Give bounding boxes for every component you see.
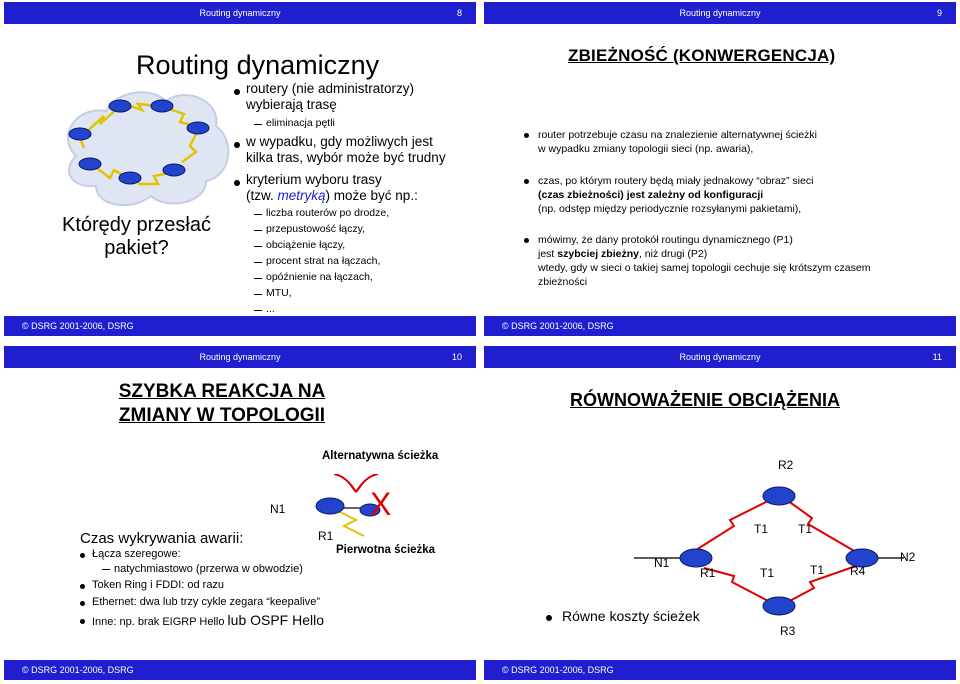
dash [102,569,110,570]
slide-header [484,2,956,24]
dash [254,230,262,231]
p3-suffix: , niż drugi (P2) [638,248,708,260]
load-balancing-diagram [634,478,914,628]
bullet [546,615,552,621]
metric-term: metryką [277,188,326,203]
metric-item: ... [266,303,275,315]
router-r1-label: R1 [318,529,334,543]
serial-links-detail: natychmiastowo (przerwa w obwodzie) [114,563,303,575]
token-ring-text: Token Ring i FDDI: od razu [92,579,225,591]
bullet [524,238,529,243]
bullet-1-sub: eliminacja pętli [266,117,335,129]
slide-number: 8 [456,8,462,18]
bullet-1-text [246,81,414,113]
header-title: Routing dynamiczny [199,8,281,18]
slide-header [484,346,956,368]
question-text [62,214,211,260]
bullet [80,619,85,624]
paragraph-2-line-1: czas, po którym routery będą miały jednakowy “obraz” sieci [538,175,814,187]
slide-number: 9 [936,8,942,18]
network-n1-label: N1 [270,502,286,516]
p3-prefix: jest [538,248,558,260]
alternative-path-label: Alternatywna ścieżka [322,450,439,462]
link-t1-label: T1 [810,563,825,577]
bullet-3-line-2 [246,188,418,204]
router-icon [680,549,712,567]
slide-11 [484,346,956,680]
paragraph-3-line-1: mówimy, że dany protokół routingu dynamicznego (P1) [538,234,793,246]
metric-item: opóźnienie na łączach, [266,271,373,283]
dash [254,124,262,125]
metric-item: procent strat na łączach, [266,255,381,267]
bullet [524,179,529,184]
bullet [80,553,85,558]
paragraph-3-line-2 [538,247,870,261]
paragraph-2 [538,174,813,216]
bullet-1-line-2: wybierają trasę [246,97,337,112]
slide-number: 11 [932,352,942,362]
slide-9 [484,2,956,336]
router-r4-label: R4 [850,564,866,578]
metric-item: obciążenie łączy, [266,239,346,251]
paragraph-1-line-2: w wypadku zmiany topologii sieci (np. awaria), [538,143,754,155]
bullet [80,584,85,589]
slide-title: RÓWNOWAŻENIE OBCIĄŻENIA [570,390,840,410]
question-line-2: pakiet? [104,237,169,259]
dash [254,246,262,247]
slide-title: ZBIEŻNOŚĆ (KONWERGENCJA) [568,46,836,65]
copyright: © DSRG 2001-2006, DSRG [22,665,134,675]
paragraph-1 [538,128,817,156]
dash [254,310,262,311]
slide-footer [4,660,476,680]
link-t1-label: T1 [760,566,775,580]
primary-path-label: Pierwotna ścieżka [336,544,436,556]
bullet-3-line-1: kryterium wyboru trasy [246,172,382,187]
paragraph-3-line-4: zbieżności [538,276,588,288]
dash [254,278,262,279]
slide-8 [4,2,476,336]
paragraph-3 [538,233,870,289]
equal-costs-text: Równe koszty ścieżek [562,608,700,624]
p3-bold: szybciej zbieżny [557,248,639,260]
metric-item: MTU, [266,287,292,299]
copyright: © DSRG 2001-2006, DSRG [502,321,614,331]
link-t1-label: T1 [798,522,813,536]
router-r3-label: R3 [780,624,796,638]
bullet [234,89,240,95]
slide-title: Routing dynamiczny [136,50,380,80]
header-title: Routing dynamiczny [679,8,761,18]
bullet [80,601,85,606]
slide-footer [484,660,956,680]
question-line-1: Którędy przesłać [62,214,211,236]
bullet-2-text [246,134,446,166]
router-icon [763,597,795,615]
dash [254,214,262,215]
network-n2-label: N2 [900,550,916,564]
paragraph-1-line-1: router potrzebuje czasu na znalezienie alternatywnej ścieżki [538,129,817,141]
bullet-3-text [246,172,418,204]
bullet [524,133,529,138]
network-n1-label: N1 [654,556,670,570]
dash [254,294,262,295]
paragraph-2-line-2: (czas zbieżności) jest zależny od konfiguracji [538,189,764,201]
serial-links-text: Łącza szeregowe: [92,548,181,560]
other-ospf: lub OSPF Hello [227,612,325,628]
slide-footer [4,316,476,336]
header-title: Routing dynamiczny [199,352,281,362]
copyright: © DSRG 2001-2006, DSRG [22,321,134,331]
failure-detection-heading: Czas wykrywania awarii: [80,530,244,547]
network-cloud-diagram [56,86,236,214]
paragraph-3-line-3: wtedy, gdy w sieci o takiej samej topologii cechuje się krótszym czasem [538,262,871,274]
router-r2-label: R2 [778,458,794,472]
slide-header [4,346,476,368]
router-icon [763,487,795,505]
router-r1-label: R1 [700,566,716,580]
router-icon [316,498,344,514]
copyright: © DSRG 2001-2006, DSRG [502,665,614,675]
bullet-1-line-1: routery (nie administratorzy) [246,81,415,96]
slide-footer [484,316,956,336]
link-t1-label: T1 [754,522,769,536]
bullet-2-line-2: kilka tras, wybór może być trudny [246,150,446,165]
metric-item: przepustowość łączy, [266,223,366,235]
slide-10 [4,346,476,680]
bullet-2-line-1: w wypadku, gdy możliwych jest [246,134,433,149]
metric-prefix: (tzw. [246,188,278,203]
paragraph-2-line-3: (np. odstęp między periodycznie rozsyłanymi pakietami), [538,203,802,215]
bullet [234,180,240,186]
slide-header [4,2,476,24]
other-text [92,612,324,628]
other-prefix: Inne: np. brak EIGRP Hello [92,616,228,628]
ethernet-text: Ethernet: dwa lub trzy cykle zegara “keepalive” [92,596,321,608]
slide-number: 10 [451,352,462,362]
dash [254,262,262,263]
failure-x-mark: X [370,486,392,522]
metric-suffix: ) może być np.: [325,188,418,203]
slide-title: SZYBKA REAKCJA NA ZMIANY W TOPOLOGII [118,381,326,426]
bullet [234,142,240,148]
metric-item: liczba routerów po drodze, [266,207,390,219]
header-title: Routing dynamiczny [679,352,761,362]
